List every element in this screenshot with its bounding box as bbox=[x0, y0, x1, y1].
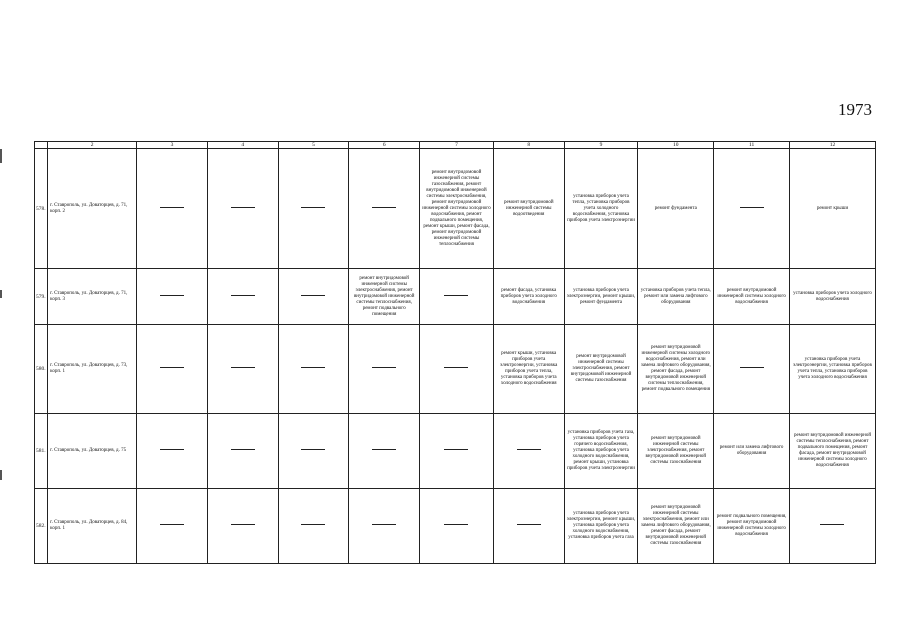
dash-mark bbox=[740, 207, 764, 208]
empty-dash-cell bbox=[207, 149, 278, 269]
column-number-cell: 4 bbox=[207, 142, 278, 149]
works-cell: ремонт подвального помещения, ремонт внутридомовой инженерной системы холодного водоснабжения bbox=[714, 489, 790, 564]
row-number: 581. bbox=[35, 414, 48, 489]
dash-mark bbox=[444, 367, 468, 368]
dash-mark bbox=[517, 524, 541, 525]
column-number-cell: 9 bbox=[564, 142, 638, 149]
address-cell: г. Ставрополь, ул. Доваторцев, д. 75 bbox=[48, 414, 137, 489]
table-row bbox=[35, 325, 876, 414]
empty-dash-cell bbox=[278, 489, 349, 564]
address-cell: г. Ставрополь, ул. Доваторцев, д. 71, корп. 3 bbox=[48, 269, 137, 325]
column-number-cell: 2 bbox=[48, 142, 137, 149]
empty-dash-cell bbox=[420, 325, 494, 414]
dash-mark bbox=[444, 449, 468, 450]
works-cell: установка приборов учета электроэнергии, ремонт крыши, установка приборов учета холодного водоснабжения, установка приборов учета газа bbox=[564, 489, 638, 564]
works-cell: установка приборов учета газа, установка приборов учета горячего водоснабжения, установка приборов учета холодного водоснабжения, ремонт крыши, установка приборов учета электроэнергии bbox=[564, 414, 638, 489]
works-cell: установка приборов учета холодного водоснабжения bbox=[789, 269, 875, 325]
table-row bbox=[35, 269, 876, 325]
works-cell: ремонт фасада, установка приборов учета холодного водоснабжения bbox=[493, 269, 564, 325]
works-cell: ремонт внутридомовой инженерной системы холодного водоснабжения, ремонт или замена лифтового оборудования, ремонт фасада, ремонт внутридомовой инженерной системы теплоснабжения, ремонт подвального помещения bbox=[638, 325, 714, 414]
dash-mark bbox=[231, 449, 255, 450]
works-cell: ремонт фундамента bbox=[638, 149, 714, 269]
table-row bbox=[35, 149, 876, 269]
works-cell: ремонт внутридомовой инженерной системы водоотведения bbox=[493, 149, 564, 269]
dash-mark bbox=[160, 524, 184, 525]
page-number: 1973 bbox=[838, 100, 872, 119]
works-cell: установка приборов учета электроэнергии, установка приборов учета тепла, установка приборов учета холодного водоснабжения bbox=[789, 325, 875, 414]
empty-dash-cell bbox=[714, 325, 790, 414]
dash-mark bbox=[740, 367, 764, 368]
empty-dash-cell bbox=[420, 414, 494, 489]
dash-mark bbox=[160, 207, 184, 208]
empty-dash-cell bbox=[207, 489, 278, 564]
dash-mark bbox=[444, 524, 468, 525]
address-cell: г. Ставрополь, ул. Доваторцев, д. 71, корп. 2 bbox=[48, 149, 137, 269]
dash-mark bbox=[820, 524, 844, 525]
dash-mark bbox=[301, 367, 325, 368]
scan-edge-mark bbox=[0, 470, 2, 480]
empty-dash-cell bbox=[207, 269, 278, 325]
works-cell: ремонт внутридомовой инженерной системы теплоснабжения, ремонт подвального помещения, ремонт фасада, ремонт внутридомовой инженерной системы холодного водоснабжения bbox=[789, 414, 875, 489]
dash-mark bbox=[160, 367, 184, 368]
dash-mark bbox=[160, 295, 184, 296]
repair-schedule-table bbox=[34, 141, 876, 564]
works-cell: ремонт внутридомовой инженерной системы электроснабжения, ремонт внутридомовой инженерной системы теплоснабжения, ремонт подвального помещения bbox=[349, 269, 420, 325]
column-number-cell: 6 bbox=[349, 142, 420, 149]
empty-dash-cell bbox=[137, 414, 208, 489]
dash-mark bbox=[231, 295, 255, 296]
column-number-cell bbox=[35, 142, 48, 149]
dash-mark bbox=[301, 524, 325, 525]
table-row bbox=[35, 414, 876, 489]
dash-mark bbox=[301, 207, 325, 208]
empty-dash-cell bbox=[493, 489, 564, 564]
empty-dash-cell bbox=[207, 414, 278, 489]
works-cell: ремонт внутридомовой инженерной системы электроснабжения, ремонт внутридомовой инженерной системы газоснабжения bbox=[564, 325, 638, 414]
row-number: 582. bbox=[35, 489, 48, 564]
works-cell: ремонт крыши bbox=[789, 149, 875, 269]
dash-mark bbox=[231, 207, 255, 208]
works-cell: ремонт внутридомовой инженерной системы электроснабжения, ремонт или замена лифтового оборудования, ремонт фасада, ремонт внутридомовой инженерной системы газоснабжения bbox=[638, 489, 714, 564]
column-number-cell: 3 bbox=[137, 142, 208, 149]
empty-dash-cell bbox=[349, 414, 420, 489]
dash-mark bbox=[231, 524, 255, 525]
works-cell: установка приборов учета тепла, установка приборов учета холодного водоснабжения, установка приборов учета электроэнергии bbox=[564, 149, 638, 269]
scan-edge-mark bbox=[0, 149, 2, 163]
column-number-row bbox=[35, 142, 876, 149]
scan-edge-mark bbox=[0, 290, 2, 298]
empty-dash-cell bbox=[420, 269, 494, 325]
empty-dash-cell bbox=[349, 149, 420, 269]
empty-dash-cell bbox=[493, 414, 564, 489]
empty-dash-cell bbox=[349, 325, 420, 414]
row-number: 579. bbox=[35, 269, 48, 325]
empty-dash-cell bbox=[278, 149, 349, 269]
column-number-cell: 5 bbox=[278, 142, 349, 149]
column-number-cell: 12 bbox=[789, 142, 875, 149]
empty-dash-cell bbox=[137, 149, 208, 269]
empty-dash-cell bbox=[278, 414, 349, 489]
empty-dash-cell bbox=[137, 269, 208, 325]
dash-mark bbox=[517, 449, 541, 450]
works-cell: ремонт внутридомовой инженерной системы электроснабжения, ремонт внутридомовой инженерной системы газоснабжения bbox=[638, 414, 714, 489]
column-number-cell: 10 bbox=[638, 142, 714, 149]
column-number-cell: 7 bbox=[420, 142, 494, 149]
row-number: 578. bbox=[35, 149, 48, 269]
column-number-cell: 8 bbox=[493, 142, 564, 149]
empty-dash-cell bbox=[278, 269, 349, 325]
dash-mark bbox=[372, 449, 396, 450]
empty-dash-cell bbox=[137, 489, 208, 564]
dash-mark bbox=[301, 295, 325, 296]
dash-mark bbox=[444, 295, 468, 296]
empty-dash-cell bbox=[349, 489, 420, 564]
empty-dash-cell bbox=[714, 149, 790, 269]
table-row bbox=[35, 489, 876, 564]
works-cell: установка приборов учета электроэнергии, ремонт крыши, ремонт фундамента bbox=[564, 269, 638, 325]
works-cell: ремонт внутридомовой инженерной системы газоснабжения, ремонт внутридомовой инженерной системы электроснабжения, ремонт внутридомовой инженерной системы холодного водоснабжения, ремонт подвального помещения, ремонт крыши, ремонт фасада, ремонт внутридомовой инженерной системы теплоснабжения bbox=[420, 149, 494, 269]
empty-dash-cell bbox=[789, 489, 875, 564]
dash-mark bbox=[231, 367, 255, 368]
empty-dash-cell bbox=[137, 325, 208, 414]
dash-mark bbox=[372, 367, 396, 368]
empty-dash-cell bbox=[420, 489, 494, 564]
column-number-cell: 11 bbox=[714, 142, 790, 149]
row-number: 580. bbox=[35, 325, 48, 414]
works-cell: ремонт крыши, установка приборов учета электроэнергии, установка приборов учета тепла, установка приборов учета холодного водоснабжения bbox=[493, 325, 564, 414]
dash-mark bbox=[160, 449, 184, 450]
address-cell: г. Ставрополь, ул. Доваторцев, д. 84, корп. 1 bbox=[48, 489, 137, 564]
empty-dash-cell bbox=[278, 325, 349, 414]
dash-mark bbox=[372, 524, 396, 525]
dash-mark bbox=[372, 207, 396, 208]
address-cell: г. Ставрополь, ул. Доваторцев, д. 73, корп. 1 bbox=[48, 325, 137, 414]
dash-mark bbox=[301, 449, 325, 450]
works-cell: ремонт внутридомовой инженерной системы холодного водоснабжения bbox=[714, 269, 790, 325]
empty-dash-cell bbox=[207, 325, 278, 414]
works-cell: установка приборов учета тепла, ремонт или замена лифтового оборудования bbox=[638, 269, 714, 325]
works-cell: ремонт или замена лифтового оборудования bbox=[714, 414, 790, 489]
